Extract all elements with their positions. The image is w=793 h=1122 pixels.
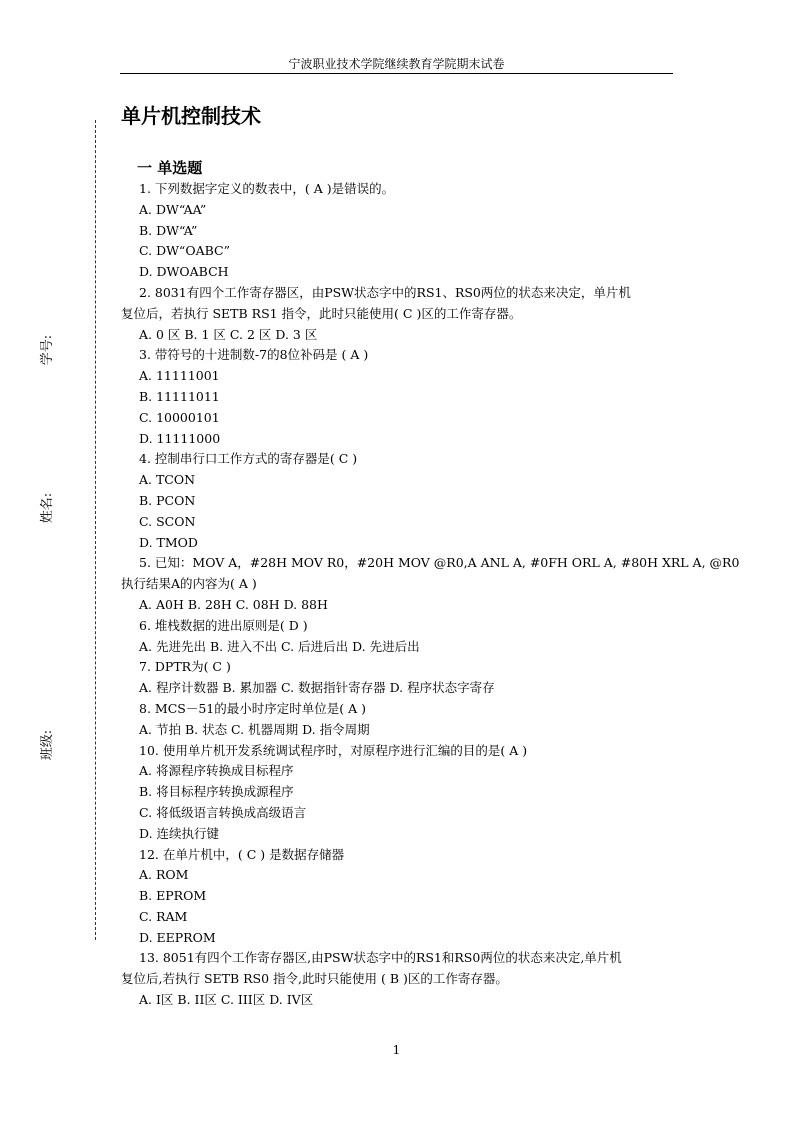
option-line: D. 连续执行键 [139,825,220,841]
option-line: A. I区 B. II区 C. III区 D. IV区 [139,992,314,1008]
option-line: D. TMOD [139,534,198,550]
option-line: C. 将低级语言转换成高级语言 [139,804,307,820]
exam-header: 宁波职业技术学院继续教育学院期末试卷 [288,57,505,71]
option-line: B. EPROM [139,888,207,904]
option-line: B. PCON [139,492,196,508]
option-line: D. 11111000 [139,430,221,446]
page-number: 1 [392,1043,401,1057]
option-line: A. 0 区 B. 1 区 C. 2 区 D. 3 区 [139,326,318,342]
class-label: 班级: [40,729,55,761]
option-line: A. TCON [139,472,196,488]
question-line: 1. 下列数据字定义的数表中，( A )是错误的。 [139,181,395,196]
option-line: C. RAM [139,908,188,924]
question-content [121,179,740,1011]
question-line: 10. 使用单片机开发系统调试程序时，对原程序进行汇编的目的是( A ) [139,742,528,758]
option-line: A. DW“AA” [139,201,207,217]
student-name-label: 姓名: [40,492,55,524]
question-line: 3. 带符号的十进制数-7的8位补码是 ( A ) [139,347,369,363]
header-rule [120,73,673,74]
option-line: A. ROM [139,867,189,883]
option-line: A. 11111001 [139,368,220,384]
question-line-continued: 复位后,若执行 SETB RS0 指令,此时只能使用 ( B )区的工作寄存器。 [121,971,508,987]
question-line: 8. MCS－51的最小时序定时单位是( A ) [139,700,366,716]
section-title: 一 单选题 [137,159,203,177]
exam-title: 单片机控制技术 [121,104,261,128]
option-line: D. EEPROM [139,929,216,945]
option-line: B. 将目标程序转换成源程序 [139,784,294,800]
option-line: A. 程序计数器 B. 累加器 C. 数据指针寄存器 D. 程序状态字寄存 [139,680,495,696]
question-line: 12. 在单片机中，( C ) 是数据存储器 [139,846,345,862]
option-line: A. A0H B. 28H C. 08H D. 88H [139,596,328,612]
question-line: 7. DPTR为( C ) [139,659,231,675]
option-line: A. 节拍 B. 状态 C. 机器周期 D. 指令周期 [139,721,370,737]
option-line: C. SCON [139,513,196,529]
question-line: 13. 8051有四个工作寄存器区,由PSW状态字中的RS1和RS0两位的状态来决定,单片机 [139,950,622,966]
binding-dashed-line [95,120,96,940]
option-line: C. DW“OABC” [139,243,230,259]
question-line: 2. 8031有四个工作寄存器区，由PSW状态字中的RS1、RS0两位的状态来决定，单片机 [139,284,631,300]
option-line: B. DW“A” [139,222,198,238]
option-line: A. 先进先出 B. 进入不出 C. 后进后出 D. 先进后出 [139,638,420,654]
option-line: C. 10000101 [139,409,220,425]
question-line: 6. 堆栈数据的进出原则是( D ) [139,617,308,633]
question-line-continued: 复位后，若执行 SETB RS1 指令，此时只能使用( C )区的工作寄存器。 [121,305,522,321]
student-id-label: 学号: [40,334,55,366]
option-line: A. 将源程序转换成目标程序 [139,763,294,779]
option-line: D. DWOABCH [139,264,229,280]
question-line-continued: 执行结果A的内容为( A ) [121,576,257,592]
question-line: 5. 已知：MOV A，#28H MOV R0，#20H MOV @R0,A ANL A, #0FH ORL A, #80H XRL A, @R0 [139,555,740,571]
option-line: B. 11111011 [139,388,220,404]
question-line: 4. 控制串行口工作方式的寄存器是( C ) [139,451,358,467]
